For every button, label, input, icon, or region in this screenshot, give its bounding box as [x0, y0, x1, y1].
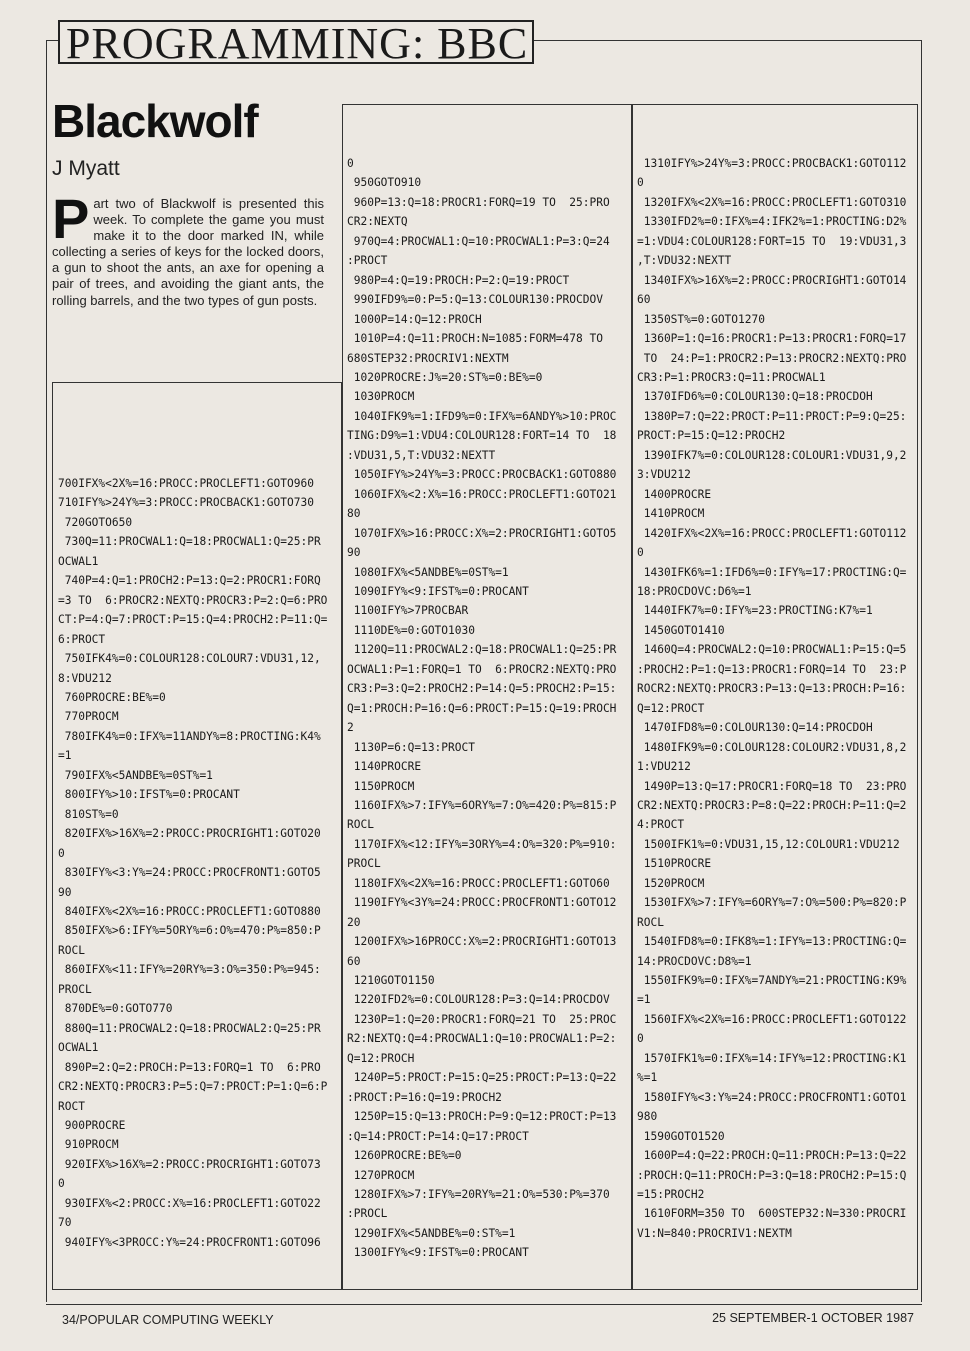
code-line: 680STEP32:PROCRIV1:NEXTM: [347, 351, 509, 365]
code-line: ROCL: [637, 915, 664, 929]
code-line: 1530IFX%>7:IFY%=6ORY%=7:O%=500:P%=820:P: [637, 896, 907, 910]
code-line: 1200IFX%>16PROCC:X%=2:PROCRIGHT1:GOTO13: [347, 935, 617, 949]
code-line: 740P=4:Q=1:PROCH2:P=13:Q=2:PROCR1:FORQ: [58, 574, 321, 588]
code-line: PROCT:P=15:Q=12:PROCH2: [637, 429, 786, 443]
code-line: 60: [347, 954, 361, 968]
code-line: 950GOTO910: [347, 176, 422, 190]
code-line: =3 TO 6:PROCR2:NEXTQ:PROCR3:P=2:Q=6:PRO: [58, 593, 328, 607]
code-line: 1310IFY%>24Y%=3:PROCC:PROCBACK1:GOTO112: [637, 157, 907, 170]
code-line: 1600P=4:Q=22:PROCH:Q=11:PROCH:P=13:Q=22: [637, 1149, 907, 1163]
code-line: 960P=13:Q=18:PROCR1:FORQ=19 TO 25:PRO: [347, 195, 610, 209]
code-line: 1260PROCRE:BE%=0: [347, 1149, 462, 1163]
code-line: 60: [637, 293, 651, 307]
code-line: 90: [58, 885, 72, 899]
code-line: 1390IFK7%=0:COLOUR128:COLOUR1:VDU31,9,2: [637, 448, 907, 462]
code-line: 1340IFX%>16X%=2:PROCC:PROCRIGHT1:GOTO14: [637, 273, 907, 287]
code-line: =1:VDU4:COLOUR128:FORT=15 TO 19:VDU31,3: [637, 234, 907, 248]
code-line: 1300IFY%<9:IFST%=0:PROCANT: [347, 1246, 529, 1260]
code-line: ROCL: [347, 818, 374, 832]
code-column-3: [637, 154, 906, 1243]
code-line: OCWAL1: [58, 1041, 99, 1055]
code-line: 700IFX%<2X%=16:PROCC:PROCLEFT1:GOTO960: [58, 477, 314, 490]
code-line: 1150PROCM: [347, 779, 415, 793]
code-line: 1480IFK9%=0:COLOUR128:COLOUR2:VDU31,8,2: [637, 740, 907, 754]
code-line: 920IFX%>16X%=2:PROCC:PROCRIGHT1:GOTO73: [58, 1157, 321, 1171]
code-line: 1110DE%=0:GOTO1030: [347, 623, 475, 637]
code-line: 1040IFK9%=1:IFD9%=0:IFX%=6ANDY%>10:PROC: [347, 409, 617, 423]
code-line: 14:PROCDOVC:D8%=1: [637, 954, 752, 968]
code-line: :PROCT:P=16:Q=19:PROCH2: [347, 1090, 502, 1104]
code-line: :VDU31,5,T:VDU32:NEXTT: [347, 448, 496, 462]
code-line: 800IFY%>10:IFST%=0:PROCANT: [58, 788, 240, 802]
code-line: 1130P=6:Q=13:PROCT: [347, 740, 475, 754]
code-line: 6:PROCT: [58, 632, 106, 646]
code-line: 1220IFD2%=0:COLOUR128:P=3:Q=14:PROCDOV: [347, 993, 610, 1007]
code-line: 750IFK4%=0:COLOUR128:COLOUR7:VDU31,12,: [58, 652, 321, 666]
code-line: 1270PROCM: [347, 1168, 415, 1182]
code-line: 1370IFD6%=0:COLOUR130:Q=18:PROCDOH: [637, 390, 873, 404]
code-line: 1400PROCRE: [637, 487, 712, 501]
code-line: 890P=2:Q=2:PROCH:P=13:FORQ=1 TO 6:PRO: [58, 1060, 321, 1074]
code-line: 780IFK4%=0:IFX%=11ANDY%=8:PROCTING:K4%: [58, 729, 321, 743]
code-line: :PROCT: [347, 254, 388, 268]
code-line: 90: [347, 546, 361, 560]
code-line: 1580IFY%<3:Y%=24:PROCC:PROCFRONT1:GOTO1: [637, 1090, 907, 1104]
code-line: 1:VDU212: [637, 760, 691, 774]
code-line: =1: [58, 749, 72, 763]
code-line: =1: [637, 993, 651, 1007]
code-line: 900PROCRE: [58, 1118, 126, 1132]
code-line: 1030PROCM: [347, 390, 415, 404]
code-line: 0: [637, 176, 644, 190]
code-line: 0: [58, 1177, 65, 1191]
code-line: 8:VDU212: [58, 671, 112, 685]
code-line: ROCT: [58, 1099, 85, 1113]
code-line: 1320IFX%<2X%=16:PROCC:PROCLEFT1:GOTO310: [637, 195, 907, 209]
code-line: 1190IFY%<3Y%=24:PROCC:PROCFRONT1:GOTO12: [347, 896, 617, 910]
code-line: 1070IFX%>16:PROCC:X%=2:PROCRIGHT1:GOTO5: [347, 526, 617, 540]
code-line: 1280IFX%>7:IFY%=20RY%=21:O%=530:P%=370: [347, 1188, 610, 1202]
code-line: 1120Q=11:PROCWAL2:Q=18:PROCWAL1:Q=25:PR: [347, 643, 617, 657]
code-line: 1460Q=4:PROCWAL2:Q=10:PROCWAL1:P=15:Q=5: [637, 643, 907, 657]
code-line: 790IFX%<5ANDBE%=0ST%=1: [58, 768, 213, 782]
code-line: CR2:NEXTQ: [347, 215, 408, 229]
code-line: 1540IFD8%=0:IFK8%=1:IFY%=13:PROCTING:Q=: [637, 935, 907, 949]
code-line: 1050IFY%>24Y%=3:PROCC:PROCBACK1:GOTO880: [347, 468, 617, 482]
code-line: 0: [58, 846, 65, 860]
code-line: 1180IFX%<2X%=16:PROCC:PROCLEFT1:GOTO60: [347, 876, 610, 890]
code-line: 760PROCRE:BE%=0: [58, 690, 166, 704]
code-line: 1420IFX%<2X%=16:PROCC:PROCLEFT1:GOTO112: [637, 526, 907, 540]
drop-cap: P: [52, 187, 90, 250]
code-line: 0: [637, 1032, 644, 1046]
code-line: 3:VDU212: [637, 468, 691, 482]
article-author: J Myatt: [52, 157, 120, 180]
code-line: 910PROCM: [58, 1138, 119, 1152]
code-line: 870DE%=0:GOTO770: [58, 1002, 173, 1016]
code-line: 1560IFX%<2X%=16:PROCC:PROCLEFT1:GOTO122: [637, 1012, 907, 1026]
code-line: PROCL: [58, 982, 92, 996]
code-line: 860IFX%<11:IFY%=20RY%=3:O%=350:P%=945:: [58, 963, 321, 977]
code-line: 1510PROCRE: [637, 857, 712, 871]
code-line: 1430IFK6%=1:IFD6%=0:IFY%=17:PROCTING:Q=: [637, 565, 907, 579]
code-line: 70: [58, 1216, 72, 1230]
code-line: 1020PROCRE:J%=20:ST%=0:BE%=0: [347, 370, 543, 384]
code-column-2: [347, 154, 616, 1263]
code-line: 1140PROCRE: [347, 760, 422, 774]
code-line: 1570IFK1%=0:IFX%=14:IFY%=12:PROCTING:K1: [637, 1051, 907, 1065]
code-line: 810ST%=0: [58, 807, 119, 821]
code-line: 970Q=4:PROCWAL1:Q=10:PROCWAL1:P=3:Q=24: [347, 234, 610, 248]
footer-rule: [46, 1304, 922, 1305]
page-frame-right: [921, 40, 922, 1302]
code-line: TO 24:P=1:PROCR2:P=13:PROCR2:NEXTQ:PRO: [637, 351, 907, 365]
code-line: 0: [347, 157, 354, 170]
code-line: V1:N=840:PROCRIV1:NEXTM: [637, 1226, 792, 1240]
code-line: 18:PROCDOVC:D6%=1: [637, 584, 752, 598]
article-title: Blackwolf: [52, 95, 258, 147]
code-line: CR3:P=3:Q=2:PROCH2:P=14:Q=5:PROCH2:P=15:: [347, 682, 617, 696]
code-line: OCWAL1:P=1:FORQ=1 TO 6:PROCR2:NEXTQ:PRO: [347, 662, 617, 676]
code-line: 1000P=14:Q=12:PROCH: [347, 312, 482, 326]
code-line: 1170IFX%<12:IFY%=3ORY%=4:O%=320:P%=910:: [347, 837, 617, 851]
code-line: 830IFY%<3:Y%=24:PROCC:PROCFRONT1:GOTO5: [58, 866, 321, 880]
code-line: R2:NEXTQ:Q=4:PROCWAL1:Q=10:PROCWAL1:P=2:: [347, 1032, 617, 1046]
code-line: 1550IFK9%=0:IFX%=7ANDY%=21:PROCTING:K9%: [637, 974, 907, 988]
code-line: 1360P=1:Q=16:PROCR1:P=13:PROCR1:FORQ=17: [637, 332, 907, 346]
code-line: 1240P=5:PROCT:P=15:Q=25:PROCT:P=13:Q=22: [347, 1071, 617, 1085]
code-line: 80: [347, 507, 361, 521]
code-line: 1230P=1:Q=20:PROCR1:FORQ=21 TO 25:PROC: [347, 1012, 617, 1026]
code-line: =15:PROCH2: [637, 1188, 705, 1202]
code-line: 1470IFD8%=0:COLOUR130:Q=14:PROCDOH: [637, 721, 873, 735]
code-line: Q=12:PROCH: [347, 1051, 415, 1065]
code-line: 1060IFX%<2:X%=16:PROCC:PROCLEFT1:GOTO21: [347, 487, 617, 501]
code-line: 840IFX%<2X%=16:PROCC:PROCLEFT1:GOTO880: [58, 904, 321, 918]
code-line: 1210GOTO1150: [347, 974, 435, 988]
code-line: :PROCL: [347, 1207, 388, 1221]
code-line: 1160IFX%>7:IFY%=6ORY%=7:O%=420:P%=815:P: [347, 798, 617, 812]
code-line: 820IFX%>16X%=2:PROCC:PROCRIGHT1:GOTO20: [58, 827, 321, 841]
code-line: ROCR2:NEXTQ:PROCR3:P=13:Q=13:PROCH:P=16:: [637, 682, 907, 696]
article-intro: [52, 187, 324, 309]
code-line: 1080IFX%<5ANDBE%=0ST%=1: [347, 565, 509, 579]
code-line: 20: [347, 915, 361, 929]
code-line: 1490P=13:Q=17:PROCR1:FORQ=18 TO 23:PRO: [637, 779, 907, 793]
code-line: CR2:NEXTQ:PROCR3:P=5:Q=7:PROCT:P=1:Q=6:P: [58, 1080, 328, 1094]
code-line: 2: [347, 721, 354, 735]
section-heading: PROGRAMMING: BBC: [58, 20, 534, 64]
code-line: 1450GOTO1410: [637, 623, 725, 637]
code-column-1: [58, 474, 327, 1252]
code-line: 1410PROCM: [637, 507, 705, 521]
code-line: 770PROCM: [58, 710, 119, 724]
code-line: 4:PROCT: [637, 818, 685, 832]
code-line: ROCL: [58, 943, 85, 957]
code-line: ,T:VDU32:NEXTT: [637, 254, 732, 268]
page-frame-left: [46, 40, 47, 1302]
code-line: 730Q=11:PROCWAL1:Q=18:PROCWAL1:Q=25:PR: [58, 535, 321, 549]
code-line: 1350ST%=0:GOTO1270: [637, 312, 765, 326]
code-line: :Q=14:PROCT:P=14:Q=17:PROCT: [347, 1129, 529, 1143]
code-line: 720GOTO650: [58, 515, 133, 529]
code-line: CR3:P=1:PROCR3:Q=11:PROCWAL1: [637, 370, 826, 384]
code-line: 1500IFK1%=0:VDU31,15,12:COLOUR1:VDU212: [637, 837, 900, 851]
code-line: :PROCH:Q=11:PROCH:P=3:Q=18:PROCH2:P=15:Q: [637, 1168, 907, 1182]
code-line: PROCL: [347, 857, 381, 871]
code-line: 1290IFX%<5ANDBE%=0:ST%=1: [347, 1226, 516, 1240]
footer-page-info: 34/POPULAR COMPUTING WEEKLY: [62, 1313, 274, 1327]
code-line: 0: [637, 546, 644, 560]
code-line: 1590GOTO1520: [637, 1129, 725, 1143]
code-line: 980P=4:Q=19:PROCH:P=2:Q=19:PROCT: [347, 273, 570, 287]
code-line: 980: [637, 1110, 658, 1124]
code-line: 940IFY%<3PROCC:Y%=24:PROCFRONT1:GOTO96: [58, 1235, 321, 1249]
code-line: TING:D9%=1:VDU4:COLOUR128:FORT=14 TO 18: [347, 429, 617, 443]
code-line: 1610FORM=350 TO 600STEP32:N=330:PROCRI: [637, 1207, 907, 1221]
code-line: 710IFY%>24Y%=3:PROCC:PROCBACK1:GOTO730: [58, 496, 314, 510]
code-line: OCWAL1: [58, 554, 99, 568]
code-line: Q=12:PROCT: [637, 701, 705, 715]
code-line: :PROCH2:P=1:Q=13:PROCR1:FORQ=14 TO 23:P: [637, 662, 907, 676]
code-line: 850IFX%>6:IFY%=5ORY%=6:O%=470:P%=850:P: [58, 924, 321, 938]
code-line: %=1: [637, 1071, 658, 1085]
code-line: 1010P=4:Q=11:PROCH:N=1085:FORM=478 TO: [347, 332, 603, 346]
code-line: 1330IFD2%=0:IFX%=4:IFK2%=1:PROCTING:D2%: [637, 215, 907, 229]
code-line: 1250P=15:Q=13:PROCH:P=9:Q=12:PROCT:P=13: [347, 1110, 617, 1124]
code-line: 930IFX%<2:PROCC:X%=16:PROCLEFT1:GOTO22: [58, 1196, 321, 1210]
code-line: 990IFD9%=0:P=5:Q=13:COLOUR130:PROCDOV: [347, 293, 603, 307]
code-line: 1090IFY%<9:IFST%=0:PROCANT: [347, 584, 529, 598]
intro-text: art two of Blackwolf is presented this week. To complete the game you must make it to the door marked IN, while collecting a series of keys for the locked doors, a gun to shoot the ants, an axe for opening a pair of trees, and avoiding the giant ants, the rolling barrels, and the two types of gun posts.: [52, 196, 324, 308]
footer-date: 25 SEPTEMBER-1 OCTOBER 1987: [712, 1311, 914, 1325]
code-line: 1440IFK7%=0:IFY%=23:PROCTING:K7%=1: [637, 604, 873, 618]
code-line: 1380P=7:Q=22:PROCT:P=11:PROCT:P=9:Q=25:: [637, 409, 907, 423]
code-line: CR2:NEXTQ:PROCR3:P=8:Q=22:PROCH:P=11:Q=2: [637, 798, 907, 812]
code-line: Q=1:PROCH:P=16:Q=6:PROCT:P=15:Q=19:PROCH: [347, 701, 617, 715]
code-line: 1520PROCM: [637, 876, 705, 890]
code-line: CT:P=4:Q=7:PROCT:P=15:Q=4:PROCH2:P=11:Q=: [58, 613, 328, 627]
code-line: 1100IFY%>7PROCBAR: [347, 604, 469, 618]
code-line: 880Q=11:PROCWAL2:Q=18:PROCWAL2:Q=25:PR: [58, 1021, 321, 1035]
